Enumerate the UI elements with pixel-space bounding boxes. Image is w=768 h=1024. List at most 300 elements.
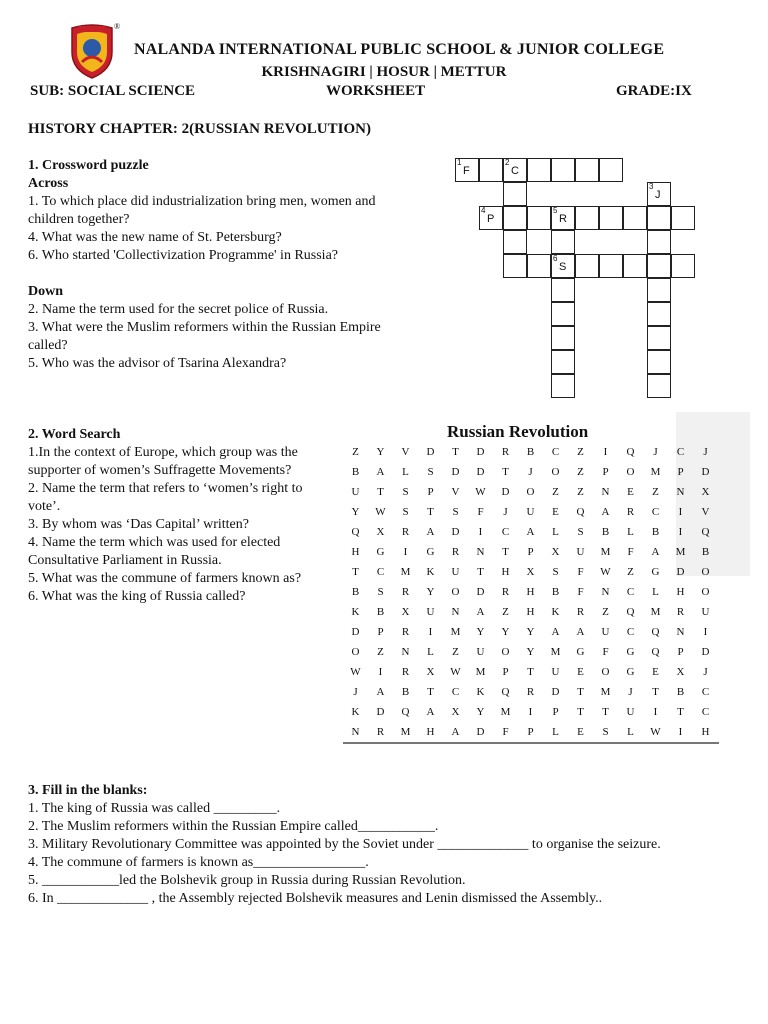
word-search-letter[interactable]: I [653,706,658,718]
word-search-letter[interactable]: S [402,486,409,498]
word-search-question: vote’. [28,499,61,514]
across-clue: 6. Who started 'Collectivization Programme' in Russia? [28,248,339,263]
word-search-letter[interactable]: D [476,586,485,598]
word-search-letter[interactable]: U [476,646,485,658]
word-search-letter[interactable]: C [451,686,460,698]
word-search-letter[interactable]: R [626,506,635,518]
word-search-letter[interactable]: B [676,686,685,698]
word-search-letter[interactable]: A [576,626,585,638]
word-search-letter[interactable]: I [678,526,683,538]
word-search-letter[interactable]: A [376,686,385,698]
crossword-cell[interactable] [575,158,599,182]
word-search-letter[interactable]: J [353,686,358,698]
word-search-letter[interactable]: X [376,526,385,538]
word-search-letter[interactable]: X [451,706,460,718]
word-search-letter[interactable]: H [701,726,710,738]
word-search-letter[interactable]: K [426,566,435,578]
word-search-letter[interactable]: R [401,526,410,538]
word-search-letter[interactable]: X [551,546,560,558]
word-search-letter[interactable]: L [402,466,409,478]
crossword-cell[interactable] [503,158,527,182]
word-search-letter[interactable]: T [652,686,659,698]
word-search-letter[interactable]: I [428,626,433,638]
crossword-cell[interactable] [479,158,503,182]
word-search-letter[interactable]: A [476,606,485,618]
word-search-question: 5. What was the commune of farmers known as? [28,571,302,586]
word-search-letter[interactable]: O [701,586,710,598]
word-search-letter[interactable]: Q [351,526,360,538]
word-search-letter[interactable]: P [552,706,559,718]
word-search-letter[interactable]: G [576,646,585,658]
word-search-letter[interactable]: L [652,586,659,598]
word-search-letter[interactable]: E [577,726,584,738]
crossword-cell[interactable] [599,158,623,182]
down-clue: 2. Name the term used for the secret police of Russia. [28,302,329,317]
word-search-letter[interactable]: T [452,446,459,458]
word-search-letter[interactable]: W [650,726,661,738]
word-search-row [343,522,719,542]
word-search-letter[interactable]: P [677,646,684,658]
across-clue: children together? [28,212,130,227]
word-search-letter[interactable]: D [351,626,360,638]
word-search-letter[interactable]: F [577,566,584,578]
word-search-letter[interactable]: U [576,546,585,558]
word-search-letter[interactable]: F [477,506,484,518]
word-search-letter[interactable]: Q [401,706,410,718]
crossword-given-letter: C [511,165,519,177]
word-search-letter[interactable]: Y [526,626,535,638]
word-search-letter[interactable]: R [576,606,585,618]
word-search-letter[interactable]: G [626,646,635,658]
word-search-letter[interactable]: J [653,446,658,458]
word-search-letter[interactable]: C [626,626,635,638]
word-search-letter[interactable]: Z [377,646,384,658]
word-search-letter[interactable]: X [676,666,685,678]
word-search-letter[interactable]: X [401,606,410,618]
word-search-letter[interactable]: C [701,686,710,698]
word-search-letter[interactable]: N [351,726,360,738]
word-search-letter[interactable]: D [476,466,485,478]
word-search-letter[interactable]: M [600,686,611,698]
word-search-letter[interactable]: W [350,666,361,678]
word-search-letter[interactable]: W [450,666,461,678]
word-search-underline [343,742,719,744]
word-search-letter[interactable]: Z [552,486,559,498]
crossword-cell[interactable] [647,230,671,254]
word-search-letter[interactable]: I [403,546,408,558]
word-search-letter[interactable]: M [500,706,511,718]
word-search-letter[interactable]: H [426,726,435,738]
word-search-letter[interactable]: Q [501,686,510,698]
word-search-letter[interactable]: I [603,446,608,458]
down-clue: 5. Who was the advisor of Tsarina Alexandra? [28,356,287,371]
word-search-letter[interactable]: A [526,526,535,538]
word-search-letter[interactable]: L [627,526,634,538]
word-search-letter[interactable]: C [501,526,510,538]
word-search-letter[interactable]: R [401,666,410,678]
word-search-letter[interactable]: G [626,666,635,678]
grade-label: GRADE:IX [616,83,692,99]
crossword-cell[interactable] [503,206,527,230]
word-search-letter[interactable]: N [676,486,685,498]
word-search-letter[interactable]: R [676,606,685,618]
word-search-letter[interactable]: A [451,726,460,738]
crossword-cell[interactable] [647,374,671,398]
word-search-letter[interactable]: E [577,666,584,678]
word-search-row [343,482,719,502]
word-search-letter[interactable]: N [401,646,410,658]
word-search-letter[interactable]: R [401,626,410,638]
word-search-letter[interactable]: K [351,706,360,718]
word-search-letter[interactable]: V [701,506,710,518]
word-search-letter[interactable]: Q [651,646,660,658]
crossword-cell[interactable] [647,302,671,326]
crossword-cell[interactable] [503,182,527,206]
word-search-letter[interactable]: E [652,666,659,678]
word-search-letter[interactable]: Q [651,626,660,638]
word-search-letter[interactable]: O [451,586,460,598]
word-search-letter[interactable]: P [677,466,684,478]
word-search-letter[interactable]: I [678,726,683,738]
word-search-letter[interactable]: I [528,706,533,718]
word-search-letter[interactable]: T [427,506,434,518]
word-search-letter[interactable]: R [401,586,410,598]
word-search-letter[interactable]: C [626,586,635,598]
word-search-letter[interactable]: F [577,586,584,598]
word-search-letter[interactable]: N [601,486,610,498]
word-search-letter[interactable]: W [600,566,611,578]
word-search-row [343,702,719,722]
word-search-letter[interactable]: M [400,726,411,738]
word-search-letter[interactable]: B [551,586,560,598]
word-search-letter[interactable]: I [378,666,383,678]
word-search-letter[interactable]: D [426,446,435,458]
word-search-letter[interactable]: I [678,506,683,518]
word-search-grid [343,442,719,742]
word-search-letter[interactable]: P [527,726,534,738]
word-search-letter[interactable]: M [550,646,561,658]
word-search-letter[interactable]: D [476,726,485,738]
word-search-letter[interactable]: Z [577,486,584,498]
crossword-cell[interactable] [551,230,575,254]
crossword-cell[interactable] [671,206,695,230]
crossword-given-letter: F [463,165,470,177]
word-search-letter[interactable]: A [651,546,660,558]
word-search-letter[interactable]: D [701,466,710,478]
word-search-question: 6. What was the king of Russia called? [28,589,246,604]
word-search-letter[interactable]: G [426,546,435,558]
word-search-letter[interactable]: Q [701,526,710,538]
crossword-given-letter: P [487,213,495,225]
across-clue: 1. To which place did industrialization bring men, women and [28,194,376,209]
word-search-letter[interactable]: Y [526,646,535,658]
word-search-letter[interactable]: D [551,686,560,698]
word-search-letter[interactable]: S [377,586,384,598]
word-search-letter[interactable]: O [701,566,710,578]
crossword-cell[interactable] [575,206,599,230]
crossword-cell[interactable] [503,254,527,278]
word-search-letter[interactable]: A [376,466,385,478]
word-search-question: supporter of women’s Suffragette Movements? [28,463,292,478]
word-search-letter[interactable]: Y [476,626,485,638]
word-search-letter[interactable]: B [401,686,410,698]
word-search-letter[interactable]: R [451,546,460,558]
word-search-letter[interactable]: N [476,546,485,558]
across-heading: Across [28,176,69,191]
crossword-cell[interactable] [551,374,575,398]
crossword-heading: 1. Crossword puzzle [28,158,149,173]
word-search-letter[interactable]: N [451,606,460,618]
word-search-letter[interactable]: W [475,486,486,498]
word-search-letter[interactable]: Z [452,646,459,658]
word-search-letter[interactable]: U [626,706,635,718]
fill-blank-item: 3. Military Revolutionary Committee was appointed by the Soviet under _____________ to organise the seizure. [28,837,661,852]
word-search-letter[interactable]: T [527,666,534,678]
word-search-letter[interactable]: R [501,586,510,598]
word-search-letter[interactable]: S [452,506,459,518]
word-search-letter[interactable]: T [427,686,434,698]
word-search-letter[interactable]: D [476,446,485,458]
word-search-letter[interactable]: U [351,486,360,498]
word-search-letter[interactable]: F [627,546,634,558]
word-search-letter[interactable]: B [601,526,610,538]
word-search-letter[interactable]: G [376,546,385,558]
word-search-letter[interactable]: O [526,486,535,498]
word-search-letter[interactable]: J [628,686,633,698]
crossword-cell[interactable] [527,158,551,182]
word-search-row [343,442,719,462]
word-search-letter[interactable]: D [376,706,385,718]
word-search-letter[interactable]: A [551,626,560,638]
crossword-cell[interactable] [551,278,575,302]
word-search-letter[interactable]: F [602,646,609,658]
crossword-cell[interactable] [551,350,575,374]
word-search-letter[interactable]: K [476,686,485,698]
word-search-letter[interactable]: R [376,726,385,738]
crossword-cell[interactable] [527,254,551,278]
word-search-letter[interactable]: L [552,526,559,538]
word-search-letter[interactable]: M [650,606,661,618]
word-search-letter[interactable]: J [703,446,708,458]
word-search-letter[interactable]: T [477,566,484,578]
word-search-letter[interactable]: L [552,726,559,738]
word-search-letter[interactable]: X [701,486,710,498]
word-search-letter[interactable]: D [701,646,710,658]
word-search-letter[interactable]: Y [426,586,435,598]
crossword-cell[interactable] [503,230,527,254]
word-search-letter[interactable]: A [426,526,435,538]
word-search-letter[interactable]: B [526,446,535,458]
word-search-letter[interactable]: X [526,566,535,578]
word-search-letter[interactable]: X [426,666,435,678]
down-heading: Down [28,284,64,299]
word-search-letter[interactable]: E [552,506,559,518]
word-search-letter[interactable]: T [677,706,684,718]
word-search-letter[interactable]: B [351,466,360,478]
word-search-letter[interactable]: T [502,546,509,558]
word-search-letter[interactable]: U [426,606,435,618]
crossword-cell[interactable] [551,254,575,278]
word-search-title: Russian Revolution [447,422,589,441]
word-search-letter[interactable]: Q [626,606,635,618]
word-search-letter[interactable]: B [351,586,360,598]
word-search-heading: 2. Word Search [28,427,121,442]
word-search-letter[interactable]: N [676,626,685,638]
word-search-letter[interactable]: G [651,566,660,578]
crossword-cell[interactable] [647,182,671,206]
crossword-cell[interactable] [647,326,671,350]
word-search-letter[interactable]: B [651,526,660,538]
word-search-letter[interactable]: D [676,566,685,578]
word-search-letter[interactable]: H [676,586,685,598]
word-search-letter[interactable]: B [701,546,710,558]
word-search-letter[interactable]: S [427,466,434,478]
word-search-letter[interactable]: I [478,526,483,538]
word-search-letter[interactable]: F [502,726,509,738]
word-search-letter[interactable]: U [701,606,710,618]
word-search-letter[interactable]: J [528,466,533,478]
word-search-letter[interactable]: A [601,506,610,518]
word-search-letter[interactable]: Y [476,706,485,718]
word-search-letter[interactable]: S [402,506,409,518]
word-search-letter[interactable]: Q [626,446,635,458]
word-search-letter[interactable]: Z [602,606,609,618]
word-search-letter[interactable]: P [502,666,509,678]
word-search-letter[interactable]: O [601,666,610,678]
word-search-letter[interactable]: D [451,526,460,538]
crossword-cell[interactable] [647,206,671,230]
word-search-letter[interactable]: M [675,546,686,558]
word-search-letter[interactable]: S [602,726,609,738]
word-search-letter[interactable]: H [526,586,535,598]
crossword-cell[interactable] [551,302,575,326]
word-search-letter[interactable]: C [651,506,660,518]
crossword-cell[interactable] [551,326,575,350]
crossword-cell[interactable] [623,206,647,230]
word-search-letter[interactable]: T [377,486,384,498]
word-search-letter[interactable]: N [601,586,610,598]
word-search-letter[interactable]: R [501,446,510,458]
chapter-title: HISTORY CHAPTER: 2(RUSSIAN REVOLUTION) [28,121,371,137]
word-search-question: 1.In the context of Europe, which group was the [28,445,298,460]
crossword-grid [455,158,697,394]
crossword-cell[interactable] [671,254,695,278]
word-search-letter[interactable]: M [400,566,411,578]
word-search-letter[interactable]: W [375,506,386,518]
crossword-cell[interactable] [623,254,647,278]
word-search-letter[interactable]: Z [577,466,584,478]
word-search-letter[interactable]: Z [627,566,634,578]
word-search-letter[interactable]: C [551,446,560,458]
word-search-letter[interactable]: H [351,546,360,558]
word-search-letter[interactable]: V [451,486,460,498]
crossword-cell[interactable] [647,278,671,302]
word-search-question: 3. By whom was ‘Das Capital’ written? [28,517,249,532]
word-search-letter[interactable]: P [602,466,609,478]
word-search-letter[interactable]: D [501,486,510,498]
word-search-letter[interactable]: T [577,686,584,698]
word-search-letter[interactable]: K [351,606,360,618]
word-search-letter[interactable]: L [427,646,434,658]
crossword-cell[interactable] [575,254,599,278]
word-search-letter[interactable]: J [503,506,508,518]
crossword-cell[interactable] [527,206,551,230]
word-search-letter[interactable]: S [552,566,559,578]
word-search-letter[interactable]: U [526,506,535,518]
crossword-cell[interactable] [479,206,503,230]
word-search-letter[interactable]: S [577,526,584,538]
word-search-letter[interactable]: J [703,666,708,678]
word-search-letter[interactable]: Q [576,506,585,518]
word-search-letter[interactable]: Z [652,486,659,498]
word-search-letter[interactable]: I [703,626,708,638]
fill-blanks-heading: 3. Fill in the blanks: [28,783,148,798]
word-search-row [343,582,719,602]
word-search-letter[interactable]: O [351,646,360,658]
word-search-letter[interactable]: L [627,726,634,738]
word-search-letter[interactable]: U [551,666,560,678]
word-search-letter[interactable]: M [475,666,486,678]
word-search-letter[interactable]: M [450,626,461,638]
word-search-letter[interactable]: R [526,686,535,698]
word-search-letter[interactable]: T [602,706,609,718]
word-search-letter[interactable]: O [551,466,560,478]
word-search-letter[interactable]: C [701,706,710,718]
word-search-letter[interactable]: C [676,446,685,458]
crossword-cell[interactable] [647,350,671,374]
word-search-letter[interactable]: H [501,566,510,578]
word-search-letter[interactable]: T [352,566,359,578]
word-search-letter[interactable]: U [601,626,610,638]
crossword-cell[interactable] [551,206,575,230]
word-search-letter[interactable]: E [627,486,634,498]
word-search-letter[interactable]: Y [351,506,360,518]
word-search-letter[interactable]: C [376,566,385,578]
word-search-letter[interactable]: Y [501,626,510,638]
word-search-letter[interactable]: U [451,566,460,578]
word-search-letter[interactable]: B [376,606,385,618]
crossword-cell[interactable] [647,254,671,278]
word-search-row [343,682,719,702]
word-search-row [343,722,719,742]
word-search-letter[interactable]: M [600,546,611,558]
word-search-letter[interactable]: Z [577,446,584,458]
worksheet-label: WORKSHEET [326,83,426,99]
crossword-cell[interactable] [599,206,623,230]
crossword-cell[interactable] [551,158,575,182]
word-search-letter[interactable]: A [426,706,435,718]
word-search-letter[interactable]: V [401,446,410,458]
word-search-letter[interactable]: O [626,466,635,478]
word-search-letter[interactable]: O [501,646,510,658]
word-search-letter[interactable]: P [427,486,434,498]
word-search-letter[interactable]: H [526,606,535,618]
word-search-letter[interactable]: Z [502,606,509,618]
fill-blank-item: 4. The commune of farmers is known as________________. [28,855,369,870]
word-search-letter[interactable]: Y [376,446,385,458]
word-search-letter[interactable]: T [577,706,584,718]
word-search-letter[interactable]: Z [352,446,359,458]
word-search-letter[interactable]: K [551,606,560,618]
word-search-letter[interactable]: P [377,626,384,638]
word-search-letter[interactable]: P [527,546,534,558]
word-search-letter[interactable]: D [451,466,460,478]
crossword-cell[interactable] [599,254,623,278]
crossword-cell[interactable] [455,158,479,182]
word-search-letter[interactable]: M [650,466,661,478]
word-search-letter[interactable]: T [502,466,509,478]
word-search-question: 2. Name the term that refers to ‘women’s right to [28,481,303,496]
